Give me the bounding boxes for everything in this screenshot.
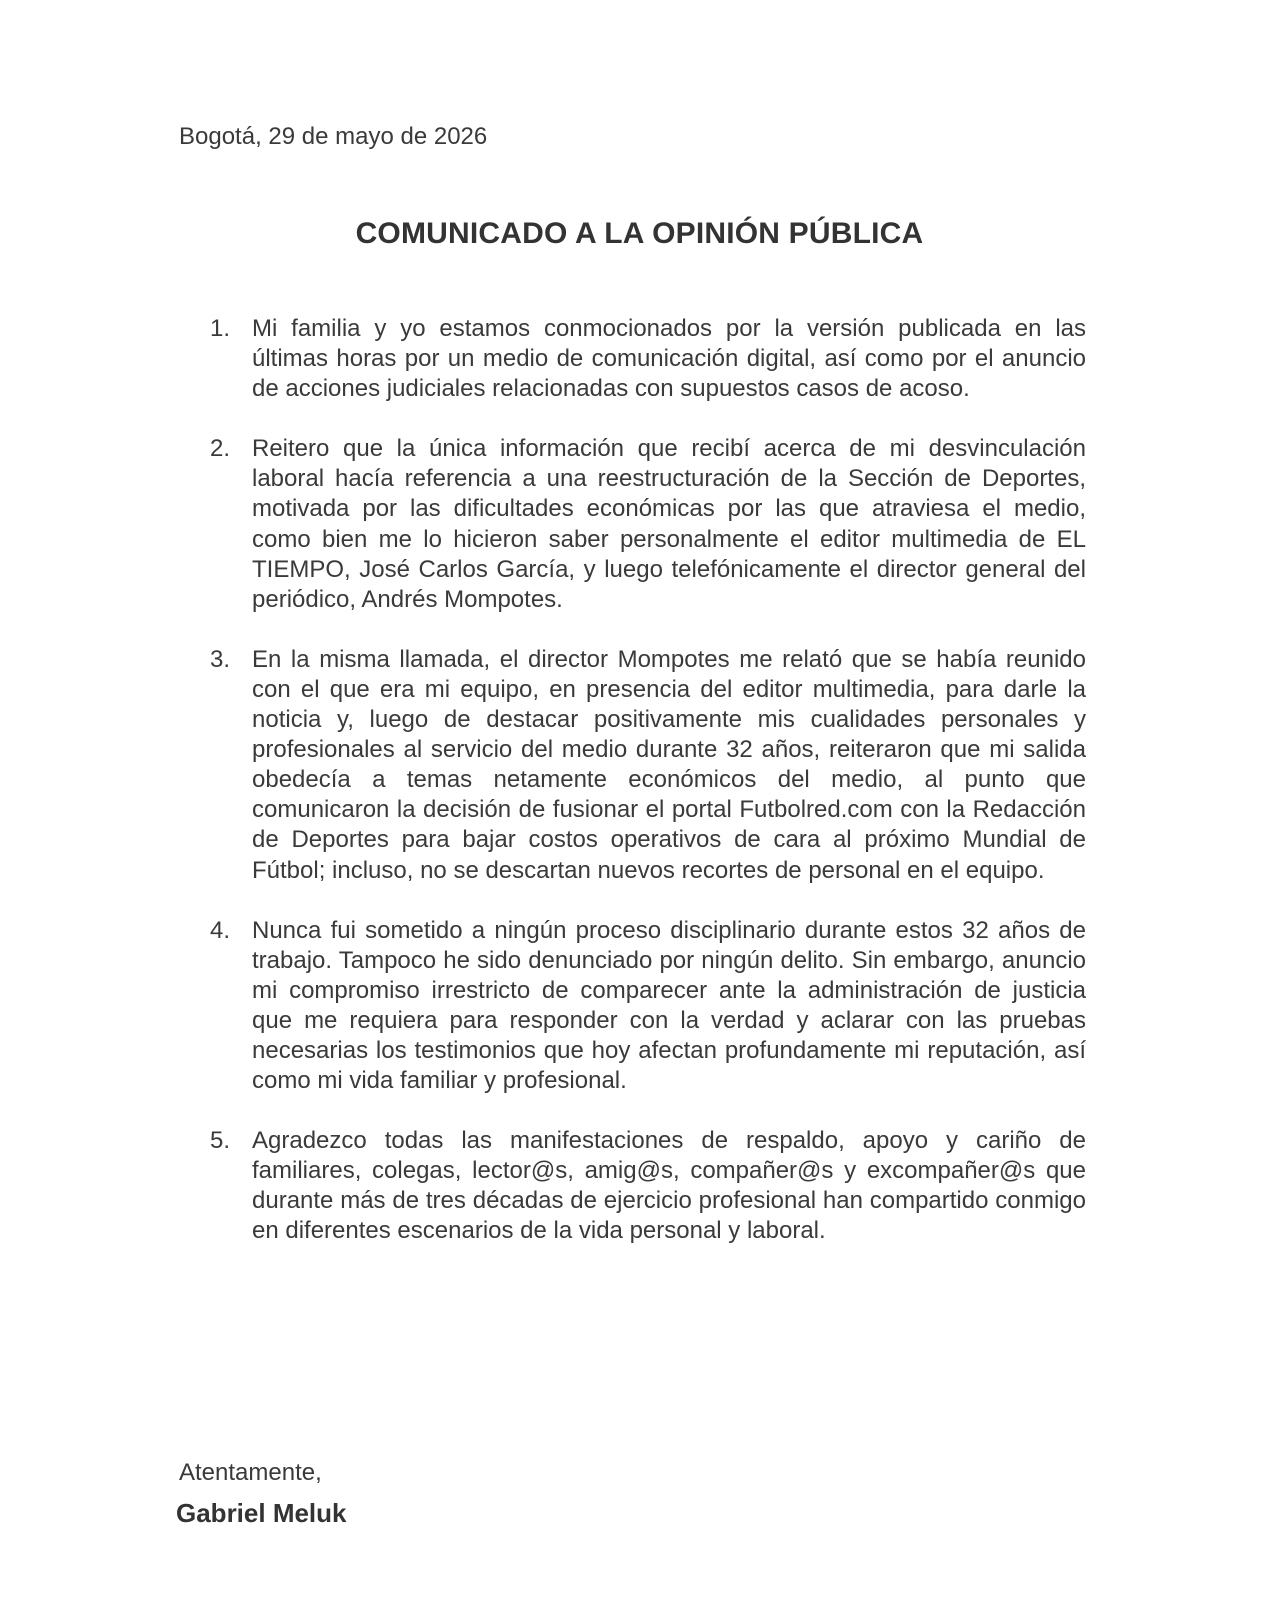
closing-line: Atentamente, bbox=[179, 1459, 322, 1486]
item-text: Reitero que la única información que recibí acerca de mi desvinculación laboral hacía referencia a una reestructuración de la Sección de Deportes, motivada por las dificultades económicas por las que atraviesa el medio, como bien me lo hicieron saber personalmente el editor multimedia de EL TIEMPO, José Carlos García, y luego telefónicamente el director general del periódico, Andrés Mompotes. bbox=[252, 435, 1086, 613]
statement-item-3 bbox=[210, 645, 1086, 886]
statement-item-5 bbox=[210, 1126, 1086, 1246]
statement-item-4 bbox=[210, 916, 1086, 1097]
statement-item-1 bbox=[210, 314, 1086, 404]
signature-name: Gabriel Meluk bbox=[176, 1498, 347, 1528]
document-title: COMUNICADO A LA OPINIÓN PÚBLICA bbox=[355, 217, 924, 250]
item-number: 4. bbox=[210, 916, 231, 944]
statement-list bbox=[210, 314, 1086, 1277]
item-number: 3. bbox=[210, 645, 231, 673]
item-text: Mi familia y yo estamos conmocionados por la versión publicada en las últimas horas por un medio de comunicación digital, así como por el anuncio de acciones judiciales relacionadas con supuestos casos de acoso. bbox=[252, 315, 1086, 403]
item-number: 1. bbox=[210, 315, 231, 342]
date-line: Bogotá, 29 de mayo de 2026 bbox=[179, 123, 488, 150]
item-text: En la misma llamada, el director Mompotes me relató que se había reunido con el que era mi equipo, en presencia del editor multimedia, para darle la noticia y, luego de destacar positivamente mis cualidades personales y profesionales al servicio del medio durante 32 años, reiteraron que mi salida obedecía a temas netamente económicos del medio, al punto que comunicaron la decisión de fusionar el portal Futbolred.com con la Redacción de Deportes para bajar costos operativos de cara al próximo Mundial de Fútbol; incluso, no se descartan nuevos recortes de personal en el equipo. bbox=[252, 645, 1086, 884]
item-text: Agradezco todas las manifestaciones de respaldo, apoyo y cariño de familiares, colegas, lector@s, amig@s, compañer@s y excompañer@s que durante más de tres décadas de ejercicio profesional han compartido conmigo en diferentes escenarios de la vida personal y laboral. bbox=[252, 1127, 1086, 1245]
statement-item-2 bbox=[210, 434, 1086, 615]
item-number: 5. bbox=[210, 1127, 231, 1155]
item-number: 2. bbox=[210, 435, 231, 463]
item-text: Nunca fui sometido a ningún proceso disciplinario durante estos 32 años de trabajo. Tampoco he sido denunciado por ningún delito. Sin embargo, anuncio mi compromiso irrestricto de comparecer ante la administración de justicia que me requiera para responder con la verdad y aclarar con las pruebas necesarias los testimonios que hoy afectan profundamente mi reputación, así como mi vida familiar y profesional. bbox=[252, 916, 1086, 1095]
